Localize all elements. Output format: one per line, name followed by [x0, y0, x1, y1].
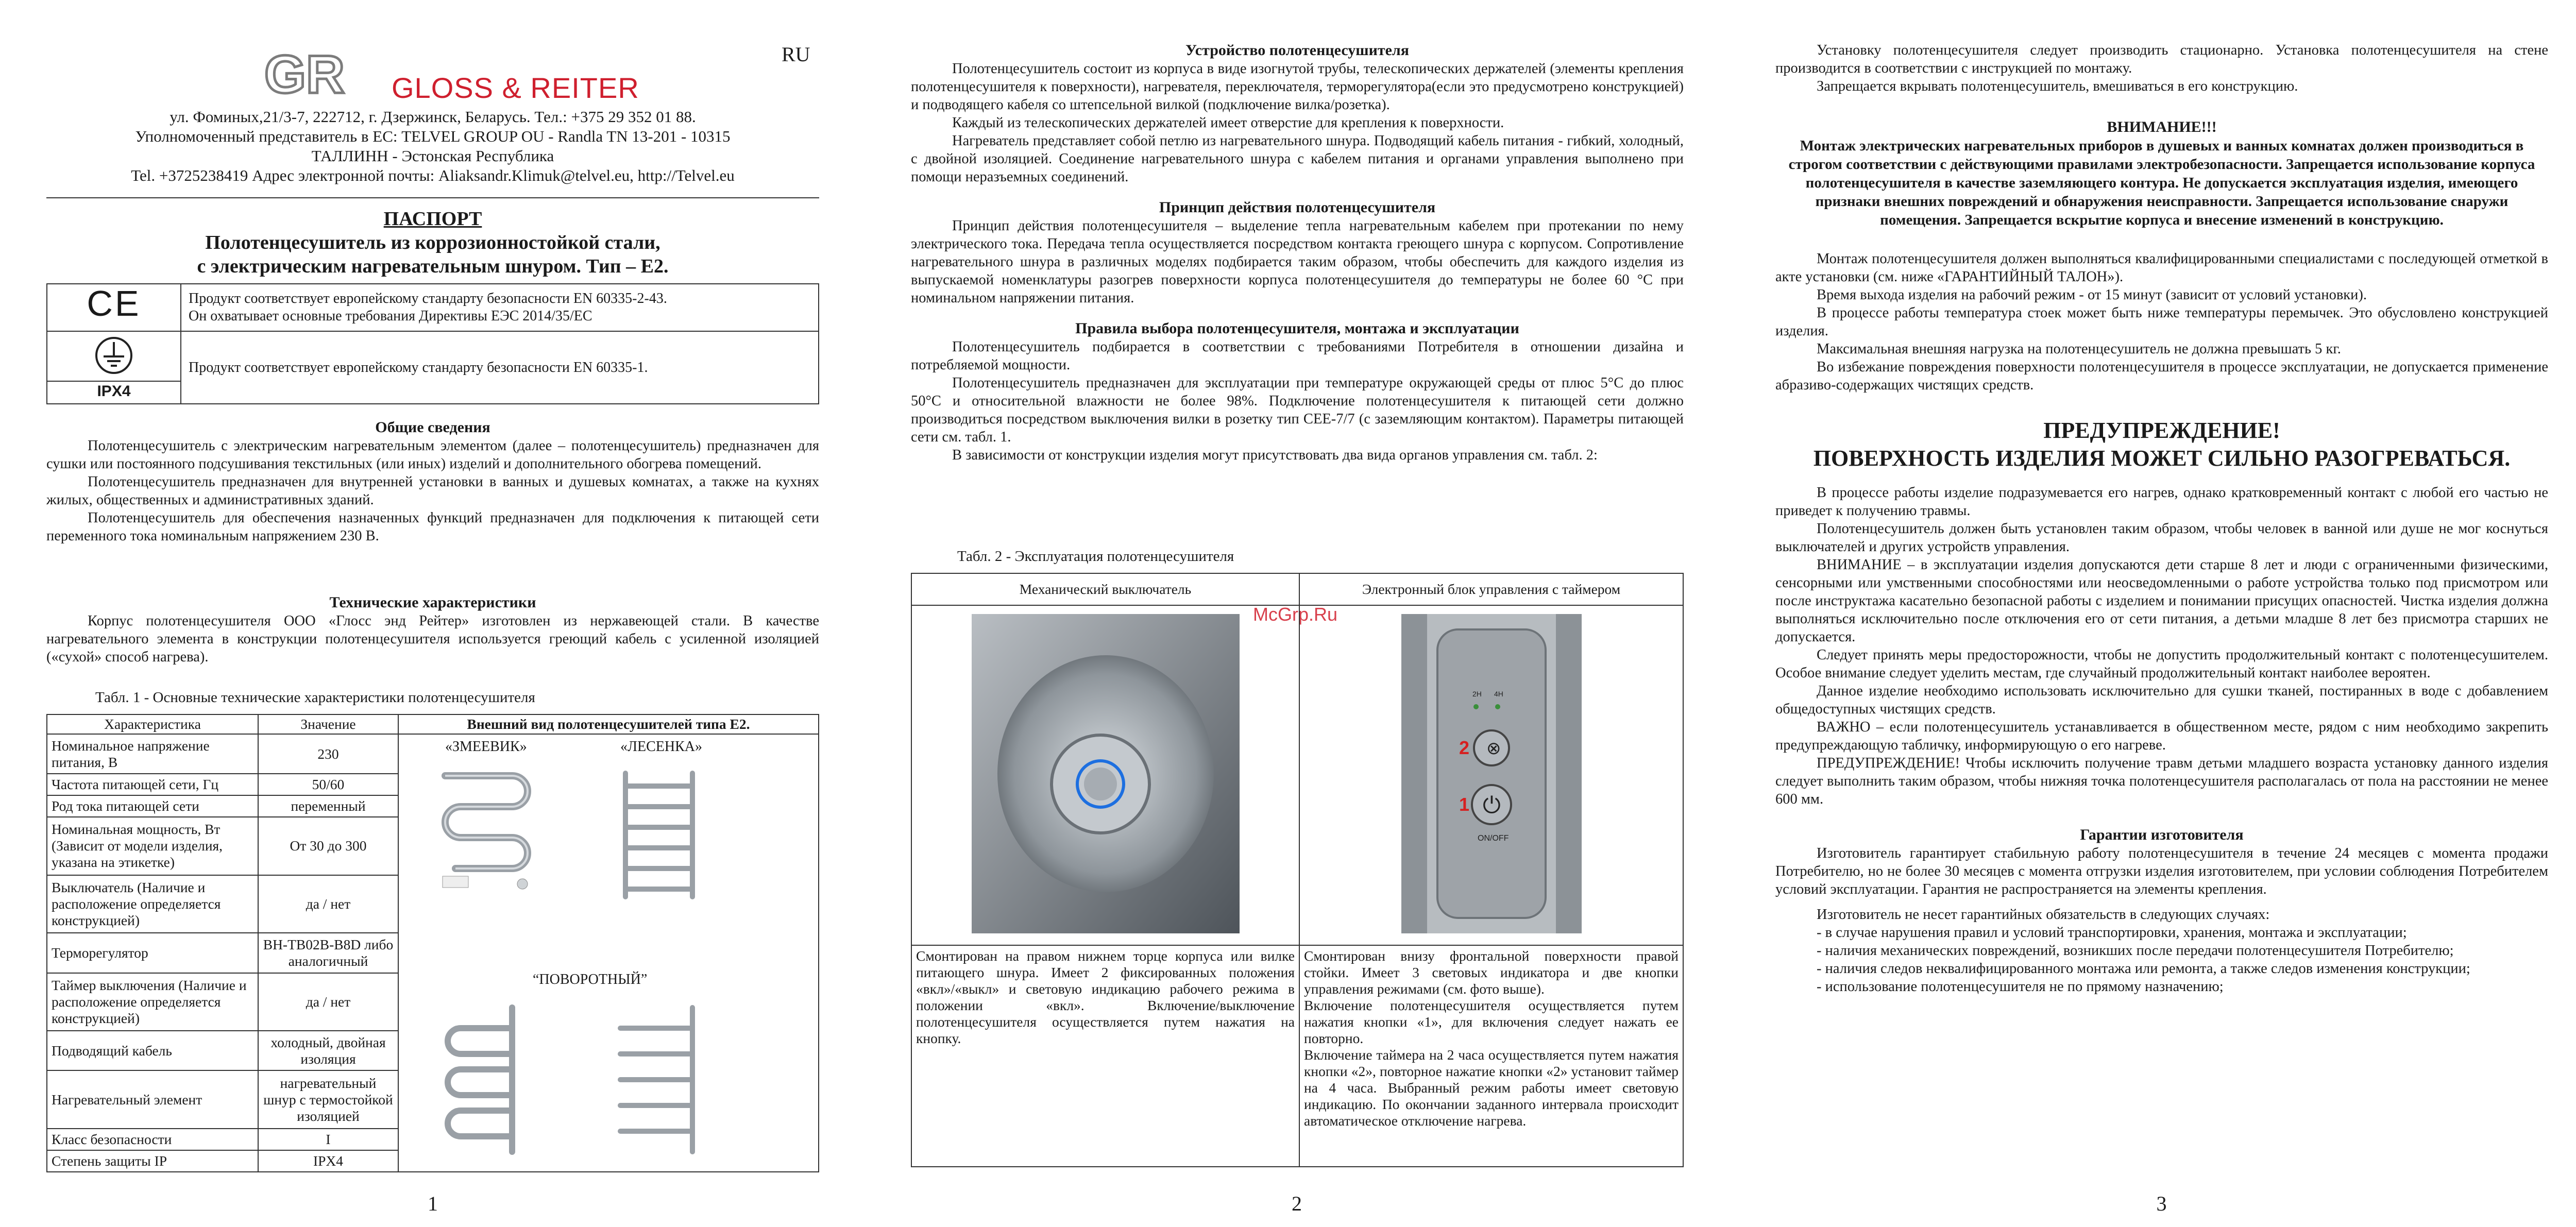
table-row: Подводящий кабель холодный, двойная изоляция [47, 1031, 819, 1070]
attention-text: Монтаж электрических нагревательных приборов в душевых и ванных комнатах должен производиться в строгом соответствии с действующими правилами электробезопасности. Запрещается использование корпуса полотенцесушителя в качестве заземляющего контура. Не допускается эксплуатация изделия, имеющего признаки внешних повреждений и обнаружения неисправности. Запрещается использование снаружи помещения. Запрещается вскрытие корпуса и внесение изменений в конструкцию. [1788, 138, 2535, 228]
table-row: Класс безопасности I [47, 1129, 819, 1150]
ce-mark-cell [47, 284, 181, 331]
ground-ipx4-cell [47, 331, 181, 404]
section-heading: Правила выбора полотенцесушителя, монтажа и эксплуатации [1075, 320, 1519, 337]
page-3 [1729, 0, 2576, 1227]
ipx4-label: IPX4 [47, 381, 180, 400]
certification-table: CE Продукт соответствует европейскому стандарту безопасности EN 60335-2-43. Он охватывает основные требования Директивы ЕЭС 2014/35/ЕС IPX4 Продукт соответствует европейскому стандарту безопасности EN 60335-1. [46, 283, 819, 404]
device-section: Устройство полотенцесушителя Полотенцесушитель состоит из корпуса в виде изогнутой трубы, телескопических держателей (элементы крепления полотенцесушителя к поверхности), нагревателя, переключателя, терморегулятора(если это предусмотрено конструкцией) и подводящего кабеля со штепсельной вилкой (подключение вилка/розетка). Каждый из телескопических держателей имеет отверстие для крепления к поверхности. Нагреватель представляет собой петлю из нагревательного шнура. Подводящий кабель питания - гибкий, холодный, с двойной изоляцией. Соединение нагревательного шнура с кабелем питания и органами управления выполнено при помощи неразъемных соединений. Принцип действия полотенцесушителя Принцип действия полотенцесушителя – выделение тепла нагревательным кабелем при протекании по нему электрического тока. Передача тепла осуществляется посредством контакта греющего шнура с корпусом. Сопротивление нагревательного шнура в различных моделях подбирается таким образом, чтобы обеспечить для каждого изделия из выпускаемой номенклатуры разогрев поверхности корпуса полотенцесушителя до температуры не более 60 °С при номинальном напряжении питания. Правила выбора полотенцесушителя, монтажа и эксплуатации Полотенцесушитель подбирается в соответствии с требованиями Потребителя в отношении дизайна и потребляемой мощности. Полотенцесушитель предназначен для эксплуатации при температуре окружающей среды от плюс 5°С до плюс 50°С и относительной влажности не более 98%. Подключение полотенцесушителя к питающей сети должно производиться посредством выключения вилки в розетку тип СЕЕ-7/7 (с заземляющим контактом). Параметры питающей сети см. табл. 1. В зависимости от конструкции изделия могут присутствовать два вида органов управления см. табл. 2: [911, 42, 1684, 463]
svg-text:1: 1 [1459, 793, 1469, 815]
section-heading: Принцип действия полотенцесушителя [1159, 199, 1436, 216]
electronic-panel-photo-cell [1299, 605, 1683, 945]
section-heading: Общие сведения [375, 419, 490, 436]
ce-mark-icon: CE [87, 283, 141, 323]
language-label: RU [782, 43, 810, 66]
page-number: 2 [1292, 1192, 1302, 1215]
warning-heading: ПРЕДУПРЕЖДЕНИЕ! [2043, 418, 2280, 443]
section-heading: Устройство полотенцесушителя [1185, 42, 1409, 59]
svg-text:2: 2 [1459, 737, 1469, 758]
tech-section: Технические характеристики Корпус полотенцесушителя ООО «Глосс энд Рейтер» изготовлен из нержавеющей стали. В качестве нагревательного элемента в конструкции полотенцесушителя используется греющий кабель с усиленной изоляцией («сухой» способ нагрева). [46, 594, 819, 665]
attention-heading: ВНИМАНИЕ!!! [2107, 118, 2217, 135]
table-row: Номинальная мощность, Вт (Зависит от модели изделия, указана на этикетке) От 30 до 300 [47, 817, 819, 875]
table-row: Таймер выключения (Наличие и расположение определяется конструкцией) да / нет [47, 973, 819, 1031]
povorotny-dryer-image-1 [430, 1002, 543, 1157]
controls-table: Механический выключатель Электронный блок управления с таймером 2H 4H ⊗ ⏻ ON/OFF 2 1 Смонтирован на правом нижнем торце корпуса или вилке питающего шнура. Имеет 2 фиксированных положения «вкл»/«выкл» и световую индикацию рабочего режима в положении «вкл». Включение/выключение полотенцесушителя осуществляется путем нажатия на кнопку. Смонтирован внизу фронтальной поверхности правой стойки. Имеет 3 световых индикатора и две кнопки управления режимами (см. фото выше). Включение полотенцесушителя осуществляется путем нажатия кнопки «1», для включения следует нажать ее повторно. Включение таймера на 2 часа осуществляется путем нажатия кнопки «2», повторное нажатие кнопки «2» установит таймер на 4 часа. Выбранный режим работы имеет световую индикацию. По окончании заданного интервала происходит автоматическое отключение нагрева. [911, 573, 1684, 1167]
svg-text:⏻: ⏻ [1482, 792, 1501, 819]
table-row: Нагревательный элемент нагревательный шнур с термостойкой изоляцией [47, 1070, 819, 1129]
svg-text:⊗: ⊗ [1486, 738, 1501, 758]
svg-text:GR: GR [264, 45, 345, 102]
zmeevik-dryer-image [425, 765, 548, 899]
manufacturer-address: ул. Фоминых,21/3-7, 222712, г. Дзержинск, Беларусь. Тел.: +375 29 352 01 88. Уполномоченный представитель в ЕС: TELVEL GROUP OU - Randla TN 13-201 - 10315 ТАЛЛИНН - Эстонская Республика Tel. +3725238419 Адрес электронной почты: Aliaksandr.Klimuk@telvel.eu, http://Telvel.eu [131, 108, 735, 184]
table-row: Терморегулятор ВН-ТВ02В-В8D либо аналогичный [47, 933, 819, 973]
page-number: 1 [428, 1192, 438, 1215]
table-row: Номинальное напряжение питания, В 230 «ЗМЕЕВИК» «ЛЕСЕНКА» “ПОВОРОТНЫЙ” [47, 734, 819, 774]
table-2-caption: Табл. 2 - Эксплуатация полотенцесушителя [957, 548, 1234, 565]
table-1-caption: Табл. 1 - Основные технические характеристики полотенцесушителя [95, 689, 535, 706]
page-1 [0, 0, 865, 1227]
page-number: 3 [2156, 1192, 2167, 1215]
lesenka-dryer-image [605, 765, 718, 905]
guarantee-heading: Гарантии изготовителя [2080, 826, 2244, 843]
document-title: ПАСПОРТ Полотенцесушитель из коррозионностойкой стали, с электрическим нагревательным шнуром. Тип – Е2. [197, 208, 669, 277]
mechanical-switch-photo [972, 614, 1240, 933]
table-row: Род тока питающей сети переменный [47, 795, 819, 817]
towel-dryer-images: «ЗМЕЕВИК» «ЛЕСЕНКА» “ПОВОРОТНЫЙ” [398, 734, 819, 1172]
table-row: Степень защиты IP IPX4 [47, 1150, 819, 1172]
ground-symbol-icon [93, 335, 134, 376]
svg-text:ON/OFF: ON/OFF [1477, 833, 1509, 843]
watermark: McGrp.Ru [1253, 604, 1338, 625]
page-2 [865, 0, 1729, 1227]
brand-name: GLOSS & REITER [392, 72, 639, 104]
section-heading: Технические характеристики [329, 594, 536, 611]
page-3-content: Установку полотенцесушителя следует производить стационарно. Установка полотенцесушителя на стене производится в соответствии с инструкцией по монтажу. Запрещается вкрывать полотенцесушитель, вмешиваться в его конструкцию. ВНИМАНИЕ!!! Монтаж электрических нагревательных приборов в душевых и ванных комнатах должен производиться в строгом соответствии с действующими правилами электробезопасности. Запрещается использование корпуса полотенцесушителя в качестве заземляющего контура. Не допускается эксплуатация изделия, имеющего признаки внешних повреждений и обнаружения неисправности. Запрещается использование снаружи помещения. Запрещается вскрытие корпуса и внесение изменений в конструкцию. Монтаж полотенцесушителя должен выполняться квалифицированными специалистами с последующей отметкой в акте установки (см. ниже «ГАРАНТИЙНЫЙ ТАЛОН»). Время выхода изделия на рабочий режим - от 15 минут (зависит от условий установки). В процессе работы температура стоек может быть ниже температуры перемычек. Это обусловлено конструкцией изделия. Максимальная внешняя нагрузка на полотенцесушитель не должна превышать 5 кг. Во избежание повреждения поверхности полотенцесушителя в процессе эксплуатации, не допускается применение абразиво-содержащих чистящих средств. ПРЕДУПРЕЖДЕНИЕ! ПОВЕРХНОСТЬ ИЗДЕЛИЯ МОЖЕТ СИЛЬНО РАЗОГРЕВАТЬСЯ. В процессе работы изделие подразумевается его нагрев, однако кратковременный контакт с любой его частью не приведет к получению травмы. Полотенцесушитель должен быть установлен таким образом, чтобы человек в ванной или душе не мог коснуться выключателей и других устройств управления. ВНИМАНИЕ – в эксплуатации изделия допускаются дети старше 8 лет и люди с ограниченными физическими, сенсорными или умственными способностями или неосведомленными о работе устройства только под присмотром или после инструктажа касательно безопасной работы с изделием и понимании присущих опасностей. Чистка изделия должна выполняться исключительно после отключения его от сети питания, а детьми младше 8 лет без присмотра старших не допускается. Следует принять меры предосторожности, чтобы не допустить продолжительный контакт с полотенцесушителем. Особое внимание следует уделить местам, где случайный продолжительный контакт наиболее вероятен. Данное изделие необходимо использовать исключительно для сушки тканей, постиранных в воде с добавлением общедоступных чистящих средств. ВАЖНО – если полотенцесушитель устанавливается в общественном месте, рядом с ним необходимо закрепить предупреждающую табличку, информирующую о его нагреве. ПРЕДУПРЕЖДЕНИЕ! Чтобы исключить получение травм детьми младшего возраста установку данного изделия следует выполнить таким образом, чтобы нижняя точка полотенцесушителя располагалась от пола на расстоянии не менее 600 мм. Гарантии изготовителя Изготовитель гарантирует стабильную работу полотенцесушителя в течение 24 месяцев с момента продажи Потребителю, но не более 30 месяцев с момента отгрузки изделия изготовителем, при условии соблюдения Потребителем условий эксплуатации. Гарантия не распространяется на элементы крепления. Изготовитель не несет гарантийных обязательств в следующих случаях: - в случае нарушения правил и условий транспортировки, хранения, монтажа и эксплуатации; - наличия механических повреждений, возникших после передачи полотенцесушителя Потребителю; - наличия следов неквалифицированного монтажа или ремонта, а также следов изменения конструкции; - использование полотенцесушителя не по прямому назначению; [1775, 42, 2548, 995]
povorotny-dryer-image-2 [605, 1002, 718, 1157]
table-row: Выключатель (Наличие и расположение определяется конструкцией) да / нет [47, 875, 819, 933]
mechanical-switch-photo-cell [911, 605, 1299, 945]
svg-text:4H: 4H [1494, 689, 1503, 698]
divider [46, 197, 819, 198]
svg-text:2H: 2H [1472, 689, 1482, 698]
spec-table: Характеристика Значение Внешний вид полотенцесушителей типа Е2. Номинальное напряжение питания, В 230 «ЗМЕЕВИК» «ЛЕСЕНКА» “ПОВОРОТНЫЙ” Частота питающей сети, Гц 50/60 Род тока питающей сети переменный Номинальная мощность, Вт (Зависит от модели изделия, указана на этикетке) От 30 до 300 Выключатель (Наличие и расположение определяется конструкцией) да / нет Терморегулятор ВН-ТВ02В-В8D либо аналогичный Таймер выключения (Наличие и расположение определяется конструкцией) да / нет Подводящий кабель холодный, двойная изоляция Нагревательный элемент нагревательный шнур с термостойкой изоляцией Класс безопасности I Степень защиты IP IPX4 [46, 714, 819, 1172]
table-row: Частота питающей сети, Гц 50/60 [47, 774, 819, 795]
electronic-control-panel-photo [1401, 614, 1582, 933]
warning-subheading: ПОВЕРХНОСТЬ ИЗДЕЛИЯ МОЖЕТ СИЛЬНО РАЗОГРЕВАТЬСЯ. [1813, 446, 2511, 471]
general-section: Общие сведения Полотенцесушитель с электрическим нагревательным элементом (далее – полотенцесушитель) предназначен для сушки или постоянного подсушивания текстильных (или иных) изделий и дополнительного обогрева помещений. Полотенцесушитель предназначен для внутренней установки в ванных и душевых комнатах, а также на кухнях жилых, общественных и административных зданий. Полотенцесушитель для обеспечения назначенных функций предназначен для подключения к питающей сети переменного тока номинальным напряжением 230 В. [46, 419, 819, 544]
